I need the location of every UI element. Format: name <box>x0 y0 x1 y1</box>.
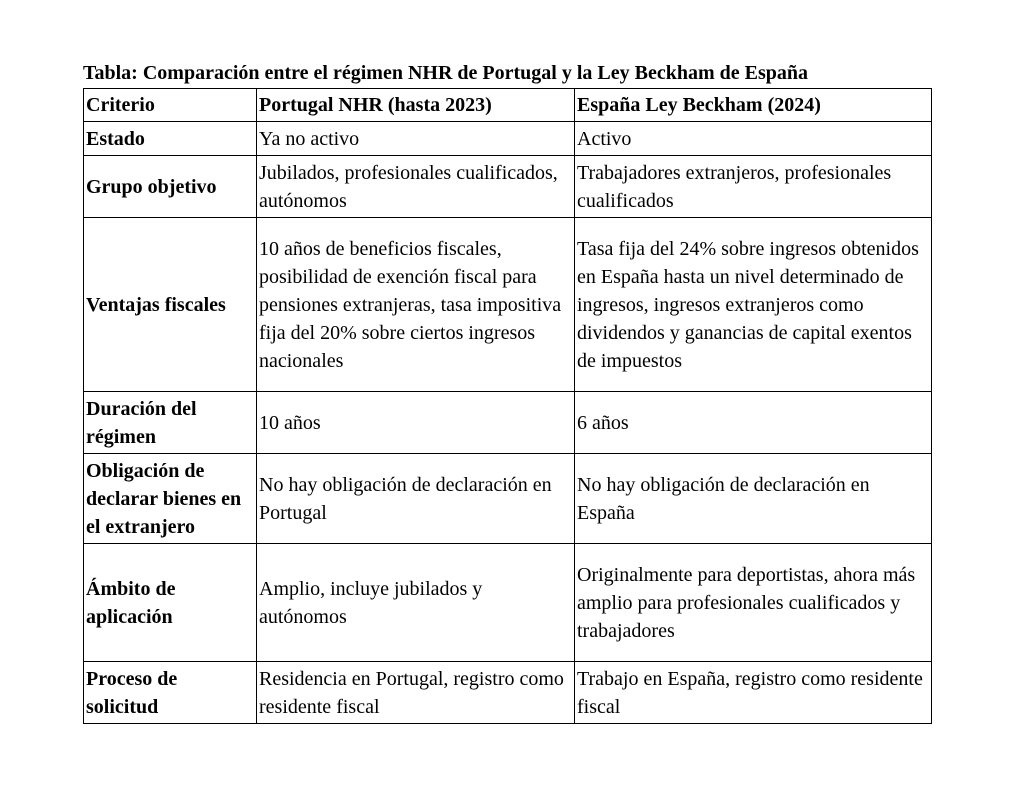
criterion-cell: Obligación de declarar bienes en el extranjero <box>84 454 257 544</box>
espana-cell: Trabajadores extranjeros, profesionales cualificados <box>575 156 932 218</box>
portugal-cell: 10 años <box>257 392 575 454</box>
portugal-cell: 10 años de beneficios fiscales, posibilidad de exención fiscal para pensiones extranjeras, tasa impositiva fija del 20% sobre ciertos ingresos nacionales <box>257 218 575 392</box>
header-portugal: Portugal NHR (hasta 2023) <box>257 89 575 122</box>
portugal-cell: Amplio, incluye jubilados y autónomos <box>257 544 575 662</box>
table-row <box>84 662 932 724</box>
criterion-cell: Ventajas fiscales <box>84 218 257 392</box>
portugal-cell: Ya no activo <box>257 122 575 156</box>
portugal-cell: Residencia en Portugal, registro como residente fiscal <box>257 662 575 724</box>
table-row <box>84 218 932 392</box>
espana-cell: Trabajo en España, registro como residente fiscal <box>575 662 932 724</box>
espana-cell: Tasa fija del 24% sobre ingresos obtenidos en España hasta un nivel determinado de ingresos, ingresos extranjeros como dividendos y ganancias de capital exentos de impuestos <box>575 218 932 392</box>
comparison-table <box>83 88 932 724</box>
table-row <box>84 122 932 156</box>
criterion-cell: Proceso de solicitud <box>84 662 257 724</box>
table-caption: Tabla: Comparación entre el régimen NHR de Portugal y la Ley Beckham de España <box>83 62 808 84</box>
espana-cell: Originalmente para deportistas, ahora más amplio para profesionales cualificados y trabajadores <box>575 544 932 662</box>
criterion-cell: Duración del régimen <box>84 392 257 454</box>
header-espana: España Ley Beckham (2024) <box>575 89 932 122</box>
espana-cell: 6 años <box>575 392 932 454</box>
criterion-cell: Ámbito de aplicación <box>84 544 257 662</box>
espana-cell: Activo <box>575 122 932 156</box>
criterion-cell: Estado <box>84 122 257 156</box>
table-header-row <box>84 89 932 122</box>
document <box>83 60 931 724</box>
table-row <box>84 454 932 544</box>
espana-cell: No hay obligación de declaración en España <box>575 454 932 544</box>
table-row <box>84 392 932 454</box>
criterion-cell: Grupo objetivo <box>84 156 257 218</box>
table-row <box>84 544 932 662</box>
header-criterio: Criterio <box>84 89 257 122</box>
portugal-cell: Jubilados, profesionales cualificados, autónomos <box>257 156 575 218</box>
portugal-cell: No hay obligación de declaración en Portugal <box>257 454 575 544</box>
table-row <box>84 156 932 218</box>
